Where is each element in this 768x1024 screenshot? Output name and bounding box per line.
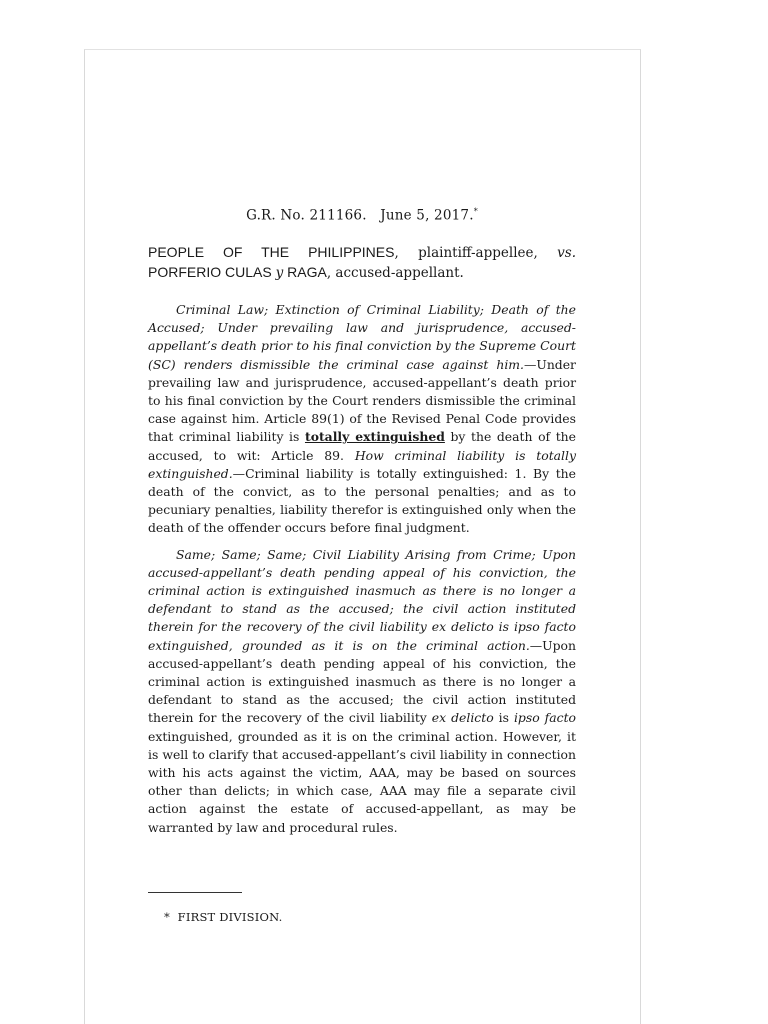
- paragraph-1-text-c: —Criminal liability is totally extinguished: 1. By the death of the convict, as to the personal penalties; and as to pecuniary penalties, liability therefor is extinguished only when the death of the offender occurs before final judgment.: [148, 465, 576, 536]
- plaintiff-name: PEOPLE OF THE PHILIPPINES: [148, 244, 395, 260]
- syllabus-body: [148, 301, 576, 845]
- footnote-divider: [148, 892, 242, 893]
- footnote-reference: *: [473, 207, 478, 216]
- accused-role: , accused-appellant.: [326, 265, 464, 281]
- case-number: G.R. No. 211166.: [246, 207, 367, 224]
- paragraph-1-text-a: Under prevailing law and jurisprudence, accused-appellant’s death prior to his final conviction by the Court renders dismissible the criminal case against him. Article 89(1) of the Revised Penal Code provides that criminal liability is: [148, 356, 576, 445]
- accused-name-middle: y: [275, 265, 284, 281]
- paragraph-2-text-a: —Upon accused-appellant’s death pending appeal of his conviction, the criminal action is extinguished inasmuch as there is no longer a defendant to stand as the accused; the civil action instituted therein for the recovery of the civil liability: [148, 637, 576, 726]
- versus-label: vs.: [557, 245, 577, 261]
- footnote: [164, 910, 283, 924]
- syllabus-paragraph-2: [148, 546, 576, 837]
- syllabus-paragraph-1: [148, 301, 576, 538]
- emphasized-phrase: totally extinguished: [304, 429, 445, 445]
- plaintiff-role: , plaintiff-appellee,: [394, 245, 558, 261]
- case-parties: [148, 243, 576, 283]
- paragraph-2-text-c: extinguished, grounded as it is on the criminal action. However, it is well to clarify that accused-appellant’s civil liability in connection with his acts against the victim, AAA, may be based on sources other than delicts; in which case, AAA may file a separate civil action against the estate of accused-appellant, as may be warranted by law and procedural rules.: [148, 728, 576, 835]
- headnote-2: Same; Same; Same; Civil Liability Arising from Crime; Upon accused-appellant’s death pending appeal of his conviction, the criminal action is extinguished inasmuch as there is no longer a defendant to stand as the accused; the civil action instituted therein for the recovery of the civil liability ex delicto is ipso facto extinguished, grounded as it is on the criminal action.: [148, 546, 576, 653]
- paragraph-2-text-b: is: [493, 710, 514, 726]
- latin-term-ex-delicto: ex delicto: [431, 710, 494, 726]
- footnote-mark: *: [164, 910, 170, 924]
- latin-term-ipso-facto: ipso facto: [513, 710, 577, 726]
- paragraph-1-text-b: by the death of the accused, to wit: Article 89.: [148, 429, 576, 463]
- accused-name-last: RAGA: [283, 264, 327, 280]
- decision-date: June 5, 2017.: [380, 207, 474, 224]
- headnote-1: Criminal Law; Extinction of Criminal Liability; Death of the Accused; Under prevailing law and jurisprudence, accused-appellant’s death prior to his final conviction by the Supreme Court (SC) renders dismissible the criminal case against him.—: [148, 302, 576, 372]
- footnote-text: FIRST DIVISION.: [177, 910, 283, 924]
- case-citation: [148, 207, 576, 224]
- sub-headnote: How criminal liability is totally extinguished.: [148, 447, 576, 481]
- accused-name-first: PORFERIO CULAS: [148, 264, 276, 280]
